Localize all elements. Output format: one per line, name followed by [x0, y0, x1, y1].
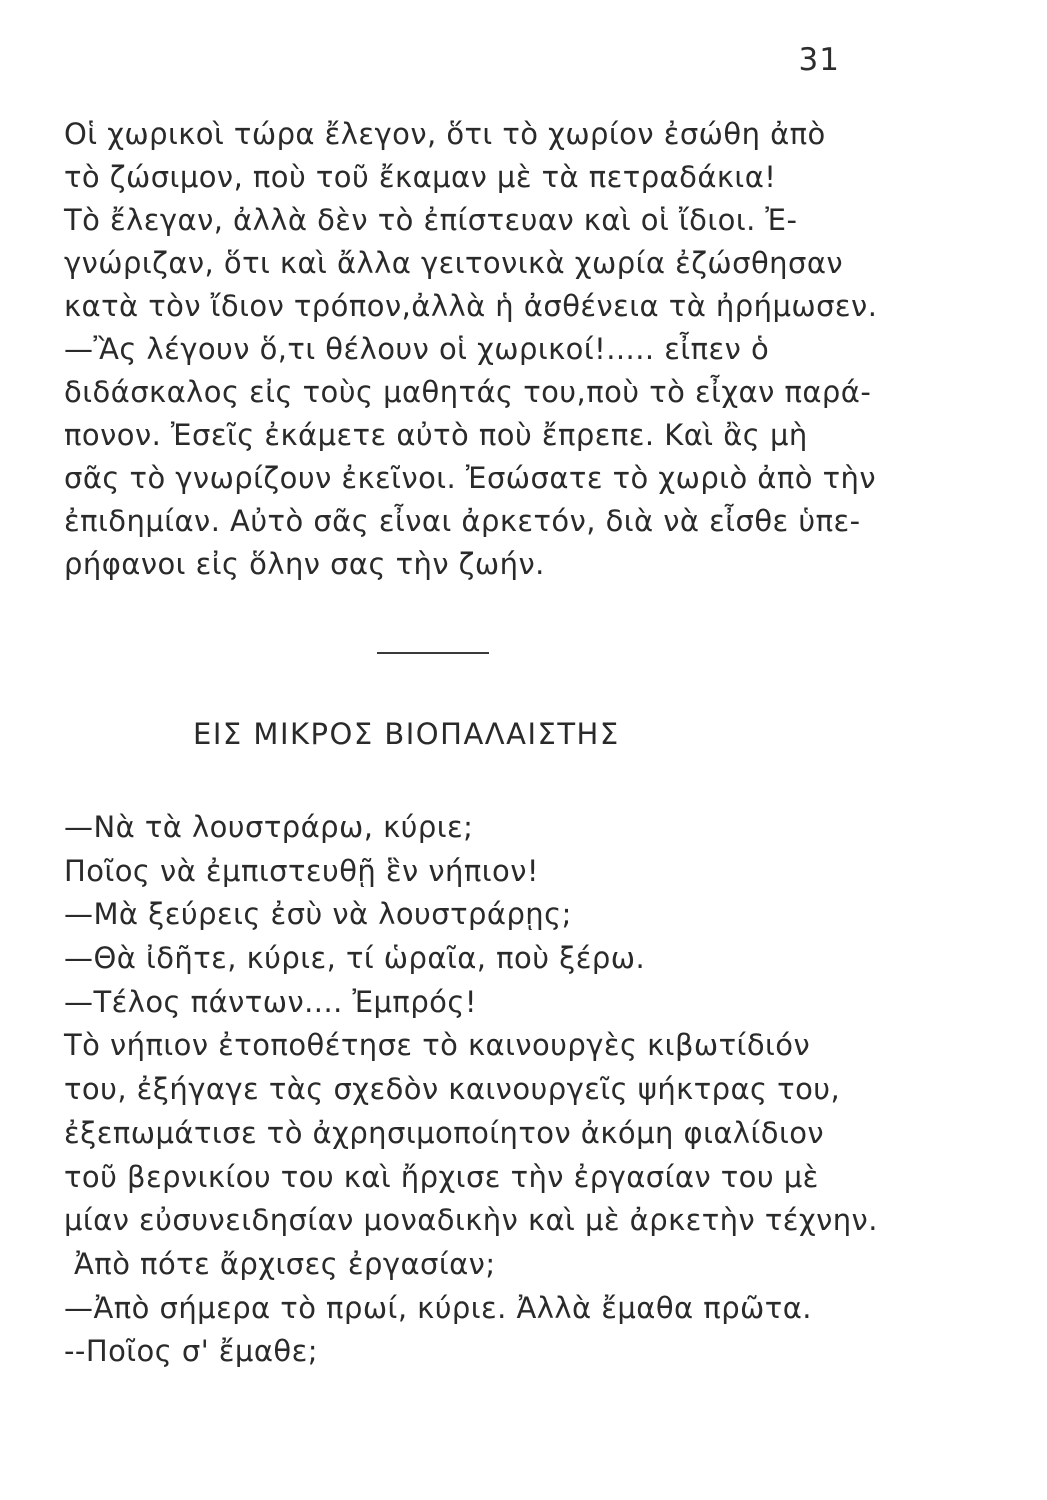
text-line: διδάσκαλος εἰς τοὺς μαθητάς του,ποὺ τὸ εἶχαν παρά-: [64, 375, 872, 409]
text-line: ἐξεπωμάτισε τὸ ἀχρησιμοποίητον ἀκόμη φιαλίδιον: [64, 1115, 825, 1150]
text-line: —Μὰ ξεύρεις ἐσὺ νὰ λουστράρῃς;: [64, 897, 572, 932]
text-line: ἐπιδημίαν. Αὐτὸ σᾶς εἶναι ἀρκετόν, διὰ νὰ εἶσθε ὑπε-: [64, 504, 861, 538]
text-line: πονον. Ἐσεῖς ἐκάμετε αὐτὸ ποὺ ἔπρεπε. Καὶ ἂς μὴ: [64, 418, 808, 452]
text-line: —Θὰ ἰδῆτε, κύριε, τί ὡραῖα, ποὺ ξέρω.: [64, 941, 646, 976]
text-line: —Τέλος πάντων.... Ἐμπρός!: [64, 984, 477, 1019]
section-title: ΕΙΣ ΜΙΚΡΟΣ ΒΙΟΠΑΛΑΙΣΤΗΣ: [193, 717, 620, 751]
text-line: γνώριζαν, ὅτι καὶ ἄλλα γειτονικὰ χωρία ἐζώσθησαν: [64, 246, 844, 280]
paragraph: [64, 113, 878, 586]
text-line: --Ποῖος σ' ἔμαθε;: [64, 1334, 318, 1369]
text-line: τὸ ζώσιμον, ποὺ τοῦ ἔκαμαν μὲ τὰ πετραδάκια!: [64, 160, 777, 194]
story-text: [64, 806, 878, 1374]
page-number: 31: [798, 42, 840, 78]
text-line: ρήφανοι εἰς ὅλην σας τὴν ζωήν.: [64, 547, 545, 581]
text-line: —Ἂς λέγουν ὅ,τι θέλουν οἱ χωρικοί!..... εἶπεν ὁ: [64, 332, 770, 366]
text-line: Οἱ χωρικοὶ τώρα ἔλεγον, ὅτι τὸ χωρίον ἐσώθη ἀπὸ: [64, 117, 826, 151]
text-line: —Νὰ τὰ λουστράρω, κύριε;: [64, 810, 474, 844]
text-line: Τὸ νήπιον ἐτοποθέτησε τὸ καινουργὲς κιβωτίδιόν: [64, 1028, 811, 1063]
text-line: κατὰ τὸν ἴδιον τρόπον,ἀλλὰ ἡ ἀσθένεια τὰ ἠρήμωσεν.: [64, 289, 878, 323]
text-line: —Ἀπὸ σήμερα τὸ πρωί, κύριε. Ἀλλὰ ἔμαθα πρῶτα.: [64, 1290, 812, 1325]
text-line: τοῦ βερνικίου του καὶ ἤρχισε τὴν ἐργασίαν του μὲ: [64, 1159, 819, 1194]
text-line: μίαν εὐσυνειδησίαν μοναδικὴν καὶ μὲ ἀρκετὴν τέχνην.: [64, 1203, 878, 1238]
section-divider: [377, 652, 489, 654]
text-line: Ἀπὸ πότε ἄρχισες ἐργασίαν;: [74, 1246, 496, 1281]
text-line: Ποῖος νὰ ἐμπιστευθῇ ἓν νήπιον!: [64, 853, 539, 888]
text-line: του, ἐξήγαγε τὰς σχεδὸν καινουργεῖς ψήκτρας του,: [64, 1072, 841, 1107]
text-line: Τὸ ἔλεγαν, ἀλλὰ δὲν τὸ ἐπίστευαν καὶ οἱ ἴδιοι. Ἐ-: [64, 203, 798, 237]
text-line: σᾶς τὸ γνωρίζουν ἐκεῖνοι. Ἐσώσατε τὸ χωριὸ ἀπὸ τὴν: [64, 461, 877, 495]
